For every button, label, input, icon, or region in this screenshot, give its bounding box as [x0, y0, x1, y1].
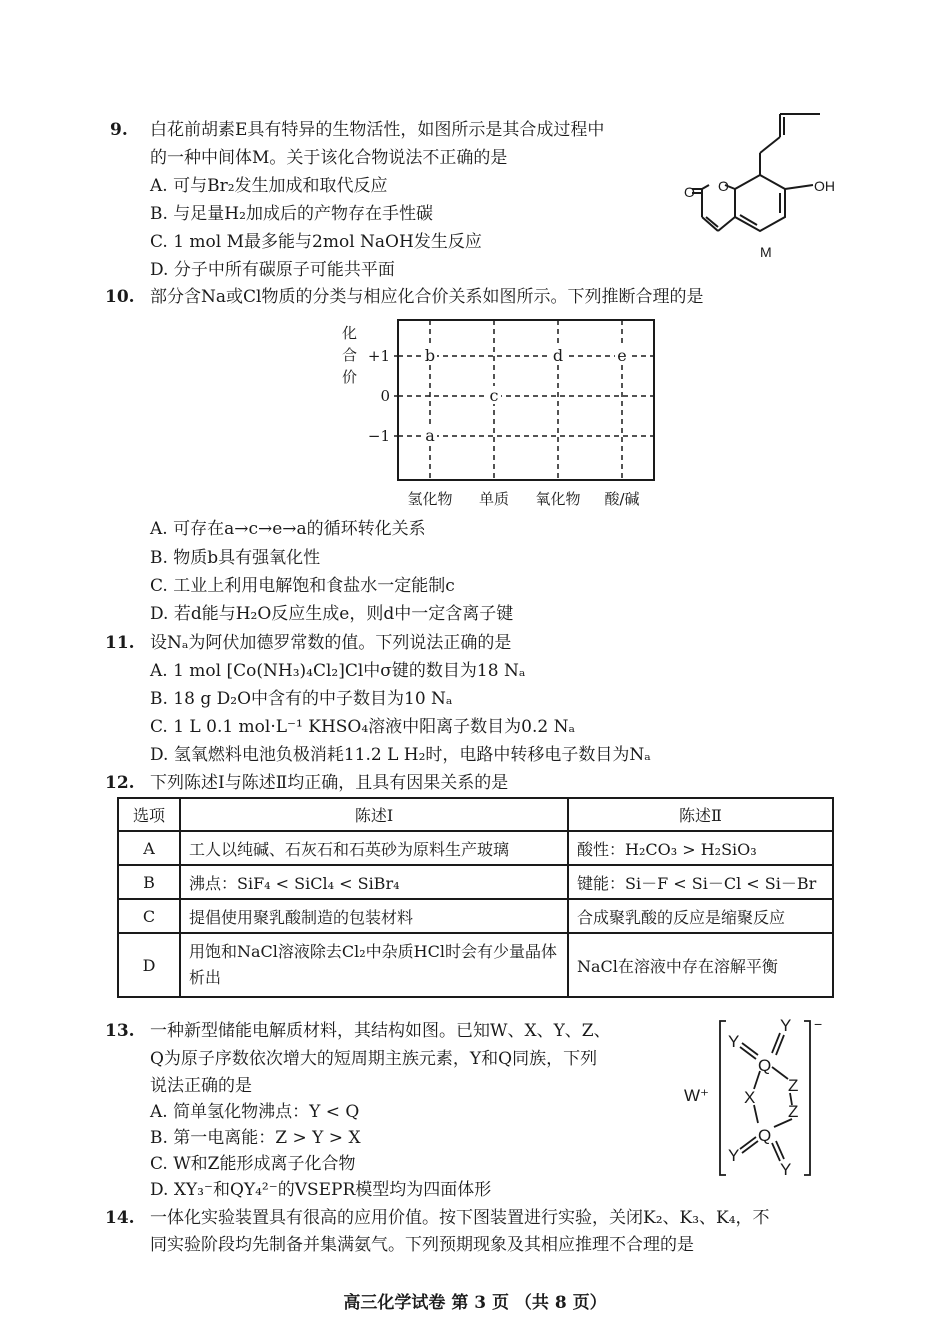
- table-header: 陈述Ⅰ: [180, 798, 568, 831]
- anion-charge: −: [814, 1016, 823, 1032]
- option-b: B. 第一电离能：Z > Y > X: [150, 1128, 361, 1148]
- table-cell-option: C: [118, 899, 180, 933]
- table-cell-statement-1: 工人以纯碱、石灰石和石英砂为原料生产玻璃: [180, 831, 568, 865]
- question-stem: 下列陈述Ⅰ与陈述Ⅱ均正确，且具有因果关系的是: [150, 773, 509, 793]
- atom-y: Y: [780, 1160, 792, 1179]
- question-number: 11.: [105, 633, 135, 653]
- table-cell-statement-1: 提倡使用聚乳酸制造的包装材料: [180, 899, 568, 933]
- x-category-label: 单质: [478, 490, 510, 508]
- option-d: D. 分子中所有碳原子可能共平面: [150, 260, 395, 280]
- table-cell-statement-1: 沸点：SiF₄ < SiCl₄ < SiBr₄: [180, 865, 568, 899]
- table-row: [118, 899, 833, 933]
- table-cell-option: B: [118, 865, 180, 899]
- atom-y: Y: [780, 1016, 792, 1035]
- question-number: 12.: [105, 773, 135, 793]
- table-cell-statement-2: NaCl在溶液中存在溶解平衡: [568, 933, 833, 997]
- question-stem: 说法正确的是: [150, 1076, 252, 1096]
- question-stem: 的一种中间体M。关于该化合物说法不正确的是: [150, 148, 508, 168]
- statement-table: [117, 797, 834, 998]
- option-b: B. 18 g D₂O中含有的中子数目为10 Nₐ: [150, 689, 453, 709]
- option-d: D. XY₃⁻和QY₄²⁻的VSEPR模型均为四面体形: [150, 1180, 492, 1200]
- data-point-a: a: [425, 426, 435, 445]
- atom-z: Z: [788, 1076, 799, 1095]
- table-cell-statement-1: 用饱和NaCl溶液除去Cl₂中杂质HCl时会有少量晶体析出: [180, 933, 568, 997]
- chart-frame: [398, 320, 654, 480]
- data-point-b: b: [424, 346, 436, 365]
- question-stem: 白花前胡素E具有特异的生物活性，如图所示是其合成过程中: [150, 120, 605, 140]
- data-point-e: e: [617, 346, 627, 365]
- x-category-label: 氧化物: [535, 490, 581, 508]
- table-cell-statement-2: 酸性：H₂CO₃ > H₂SiO₃: [568, 831, 833, 865]
- option-d: D. 若d能与H₂O反应生成e，则d中一定含离子键: [150, 604, 514, 624]
- question-number: 9.: [110, 120, 128, 140]
- question-stem: 同实验阶段均先制备并集满氨气。下列预期现象及其相应推理不合理的是: [150, 1235, 694, 1255]
- table-header-row: [118, 798, 833, 831]
- table-cell-statement-2: 合成聚乳酸的反应是缩聚反应: [568, 899, 833, 933]
- atom-z: Z: [788, 1102, 799, 1121]
- question-number: 10.: [105, 287, 135, 307]
- compound-label: M: [760, 244, 772, 260]
- table-row: [118, 865, 833, 899]
- y-tick-label: 0: [380, 387, 390, 405]
- table-row: [118, 831, 833, 865]
- atom-w-cation: W⁺: [684, 1086, 710, 1105]
- valence-chart: [360, 316, 660, 516]
- carbonyl-oxygen-label: O: [684, 184, 695, 200]
- option-b: B. 与足量H₂加成后的产物存在手性碳: [150, 204, 433, 224]
- y-tick-label: +1: [367, 347, 390, 365]
- question-stem: 一种新型储能电解质材料，其结构如图。已知W、X、Y、Z、: [150, 1021, 611, 1041]
- hydroxyl-label: OH: [814, 178, 835, 194]
- atom-q: Q: [758, 1056, 772, 1075]
- option-c: C. W和Z能形成离子化合物: [150, 1154, 356, 1174]
- option-c: C. 工业上利用电解饱和食盐水一定能制c: [150, 576, 455, 596]
- question-number: 13.: [105, 1021, 135, 1041]
- question-stem: 设Nₐ为阿伏加德罗常数的值。下列说法正确的是: [150, 633, 512, 653]
- table-row: [118, 933, 833, 997]
- option-d: D. 氢氧燃料电池负极消耗11.2 L H₂时，电路中转移电子数目为Nₐ: [150, 745, 651, 765]
- y-label-char: 合: [342, 346, 358, 364]
- table-header: 陈述Ⅱ: [568, 798, 833, 831]
- y-label-char: 价: [342, 368, 358, 386]
- table-cell-option: D: [118, 933, 180, 997]
- question-stem: Q为原子序数依次增大的短周期主族元素，Y和Q同族，下列: [150, 1049, 598, 1069]
- option-a: A. 简单氢化物沸点：Y < Q: [150, 1102, 360, 1122]
- option-a: A. 1 mol [Co(NH₃)₄Cl₂]Cl中σ键的数目为18 Nₐ: [150, 661, 526, 681]
- data-point-c: c: [489, 386, 499, 405]
- option-c: C. 1 mol M最多能与2mol NaOH发生反应: [150, 232, 482, 252]
- data-point-d: d: [552, 346, 564, 365]
- table-cell-option: A: [118, 831, 180, 865]
- table-header: 选项: [118, 798, 180, 831]
- y-tick-label: −1: [367, 427, 390, 445]
- molecule-m-structure: [680, 105, 850, 265]
- option-a: A. 可与Br₂发生加成和取代反应: [150, 176, 388, 196]
- x-category-label: 酸/碱: [604, 490, 640, 508]
- x-category-label: 氢化物: [407, 490, 453, 508]
- atom-y: Y: [728, 1032, 740, 1051]
- atom-x: X: [744, 1088, 756, 1107]
- question-stem: 一体化实验装置具有很高的应用价值。按下图装置进行实验，关闭K₂、K₃、K₄，不: [150, 1208, 770, 1228]
- question-stem: 部分含Na或Cl物质的分类与相应化合价关系如图所示。下列推断合理的是: [150, 287, 704, 307]
- option-c: C. 1 L 0.1 mol·L⁻¹ KHSO₄溶液中阳离子数目为0.2 Nₐ: [150, 717, 576, 737]
- table-cell-statement-2: 键能：Si－F < Si－Cl < Si－Br: [568, 865, 833, 899]
- atom-y: Y: [728, 1146, 740, 1165]
- page-footer: 高三化学试卷 第 3 页 （共 8 页）: [343, 1293, 607, 1313]
- chart-y-label: [342, 322, 362, 388]
- option-a: A. 可存在a→c→e→a的循环转化关系: [150, 519, 426, 539]
- atom-q: Q: [758, 1126, 772, 1145]
- ring-oxygen-label: O: [718, 178, 729, 194]
- y-label-char: 化: [342, 324, 358, 342]
- question-number: 14.: [105, 1208, 135, 1228]
- electrolyte-structure: [680, 1015, 840, 1185]
- option-b: B. 物质b具有强氧化性: [150, 548, 321, 568]
